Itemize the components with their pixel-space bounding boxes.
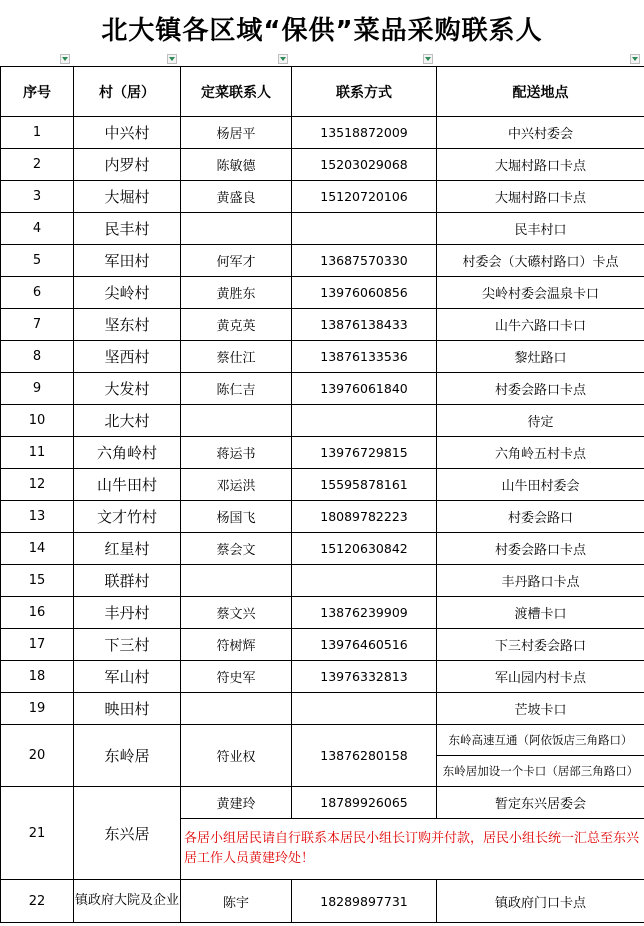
- delivery-location: 下三村委会路口: [437, 629, 644, 661]
- contact-name: 陈敏德: [181, 149, 292, 181]
- delivery-location: 民丰村口: [437, 213, 644, 245]
- table-row: [1, 437, 644, 469]
- table-row: [1, 213, 644, 245]
- village-name: 丰丹村: [74, 597, 181, 629]
- table-row: [1, 373, 644, 405]
- row-number: 13: [1, 501, 74, 533]
- row-number: 14: [1, 533, 74, 565]
- filter-dropdown-icon[interactable]: [167, 54, 177, 64]
- table-row: [1, 880, 644, 923]
- village-name: 民丰村: [74, 213, 181, 245]
- delivery-location: 山牛六路口卡口: [437, 309, 644, 341]
- table-row: [1, 501, 644, 533]
- col-header-contact: 定菜联系人: [181, 67, 292, 117]
- row-number: 1: [1, 117, 74, 149]
- phone-number: 13876138433: [292, 309, 437, 341]
- delivery-location: 东岭高速互通（阿依饭店三角路口）: [437, 725, 644, 756]
- village-name: 军田村: [74, 245, 181, 277]
- filter-dropdown-icon[interactable]: [278, 54, 288, 64]
- contact-name: 杨国飞: [181, 501, 292, 533]
- delivery-location: 尖岭村委会温泉卡口: [437, 277, 644, 309]
- table-row: [1, 277, 644, 309]
- phone-number: [292, 693, 437, 725]
- row-number: 2: [1, 149, 74, 181]
- row-number: 17: [1, 629, 74, 661]
- phone-number: 13687570330: [292, 245, 437, 277]
- contact-table: [0, 66, 644, 923]
- row-number: 16: [1, 597, 74, 629]
- contact-name: 蔡文兴: [181, 597, 292, 629]
- village-name: 坚西村: [74, 341, 181, 373]
- page-title: 北大镇各区域“保供”菜品采购联系人: [101, 16, 543, 46]
- contact-name: 符树辉: [181, 629, 292, 661]
- village-name: 东兴居: [74, 787, 181, 880]
- contact-name: 杨居平: [181, 117, 292, 149]
- delivery-location: 暂定东兴居委会: [437, 787, 644, 819]
- phone-number: 13976060856: [292, 277, 437, 309]
- table-row: [1, 341, 644, 373]
- delivery-location: 丰丹路口卡点: [437, 565, 644, 597]
- contact-name: 何军才: [181, 245, 292, 277]
- village-name: 尖岭村: [74, 277, 181, 309]
- contact-name: 陈仁吉: [181, 373, 292, 405]
- table-row: [1, 533, 644, 565]
- row-number: 15: [1, 565, 74, 597]
- contact-name: [181, 405, 292, 437]
- delivery-location: 渡槽卡口: [437, 597, 644, 629]
- village-name: 中兴村: [74, 117, 181, 149]
- delivery-location: 村委会路口卡点: [437, 373, 644, 405]
- phone-number: 13976460516: [292, 629, 437, 661]
- village-name: 东岭居: [74, 725, 181, 787]
- table-row: [1, 181, 644, 213]
- order-note: 各居小组居民请自行联系本居民小组长订购并付款，居民小组长统一汇总至东兴居工作人员黄建玲处！: [181, 819, 644, 880]
- contact-name: 黄盛良: [181, 181, 292, 213]
- delivery-location: 村委会路口卡点: [437, 533, 644, 565]
- village-name: 大堀村: [74, 181, 181, 213]
- phone-number: 13518872009: [292, 117, 437, 149]
- filter-dropdown-icon[interactable]: [630, 54, 640, 64]
- filter-dropdown-icon[interactable]: [423, 54, 433, 64]
- phone-number: [292, 213, 437, 245]
- phone-number: 15120630842: [292, 533, 437, 565]
- contact-name: 蔡仕江: [181, 341, 292, 373]
- header-row: [1, 67, 644, 117]
- col-header-village: 村（居）: [74, 67, 181, 117]
- contact-name: 黄胜东: [181, 277, 292, 309]
- village-name: 内罗村: [74, 149, 181, 181]
- phone-number: [292, 405, 437, 437]
- table-row: [1, 117, 644, 149]
- delivery-location: 大堀村路口卡点: [437, 181, 644, 213]
- table-row: [1, 149, 644, 181]
- village-name: 北大村: [74, 405, 181, 437]
- row-number: 11: [1, 437, 74, 469]
- phone-number: 15120720106: [292, 181, 437, 213]
- contact-name: 蒋运书: [181, 437, 292, 469]
- contact-name: 黄克英: [181, 309, 292, 341]
- phone-number: 13876239909: [292, 597, 437, 629]
- phone-number: 13876133536: [292, 341, 437, 373]
- contact-name: 黄建玲: [181, 787, 292, 819]
- delivery-location: 军山园内村卡点: [437, 661, 644, 693]
- col-header-phone: 联系方式: [292, 67, 437, 117]
- village-name: 镇政府大院及企业: [74, 880, 181, 923]
- contact-name: [181, 693, 292, 725]
- contact-name: 陈宇: [181, 880, 292, 923]
- row-number: 6: [1, 277, 74, 309]
- table-row: [1, 661, 644, 693]
- phone-number: 13876280158: [292, 725, 437, 787]
- contact-name: 符史军: [181, 661, 292, 693]
- phone-number: 13976332813: [292, 661, 437, 693]
- contact-name: 符业权: [181, 725, 292, 787]
- village-name: 映田村: [74, 693, 181, 725]
- table-row: [1, 693, 644, 725]
- delivery-location: 东岭居加设一个卡口（居部三角路口）: [437, 756, 644, 787]
- row-number: 18: [1, 661, 74, 693]
- table-row: [1, 469, 644, 501]
- delivery-location: 镇政府门口卡点: [437, 880, 644, 923]
- delivery-location: 村委会路口: [437, 501, 644, 533]
- table-row: [1, 787, 644, 819]
- phone-number: 18789926065: [292, 787, 437, 819]
- row-number: 4: [1, 213, 74, 245]
- row-number: 19: [1, 693, 74, 725]
- filter-dropdown-icon[interactable]: [60, 54, 70, 64]
- table-row: [1, 309, 644, 341]
- phone-number: 15595878161: [292, 469, 437, 501]
- village-name: 六角岭村: [74, 437, 181, 469]
- table-row: [1, 565, 644, 597]
- row-number: 8: [1, 341, 74, 373]
- delivery-location: 六角岭五村卡点: [437, 437, 644, 469]
- row-number: 22: [1, 880, 74, 923]
- contact-name: 邓运洪: [181, 469, 292, 501]
- row-number: 20: [1, 725, 74, 787]
- village-name: 坚东村: [74, 309, 181, 341]
- phone-number: 15203029068: [292, 149, 437, 181]
- col-header-no: 序号: [1, 67, 74, 117]
- col-header-location: 配送地点: [437, 67, 644, 117]
- contact-name: [181, 565, 292, 597]
- contact-name: [181, 213, 292, 245]
- phone-number: 18289897731: [292, 880, 437, 923]
- phone-number: 18089782223: [292, 501, 437, 533]
- delivery-location: 芒坡卡口: [437, 693, 644, 725]
- table-row: [1, 725, 644, 756]
- row-number: 7: [1, 309, 74, 341]
- village-name: 大发村: [74, 373, 181, 405]
- table-row: [1, 245, 644, 277]
- delivery-location: 待定: [437, 405, 644, 437]
- table-row: [1, 629, 644, 661]
- delivery-location: 中兴村委会: [437, 117, 644, 149]
- row-number: 12: [1, 469, 74, 501]
- row-number: 21: [1, 787, 74, 880]
- village-name: 山牛田村: [74, 469, 181, 501]
- village-name: 红星村: [74, 533, 181, 565]
- delivery-location: 山牛田村委会: [437, 469, 644, 501]
- table-row: [1, 405, 644, 437]
- phone-number: 13976729815: [292, 437, 437, 469]
- table-row: [1, 597, 644, 629]
- village-name: 联群村: [74, 565, 181, 597]
- village-name: 军山村: [74, 661, 181, 693]
- phone-number: 13976061840: [292, 373, 437, 405]
- village-name: 下三村: [74, 629, 181, 661]
- row-number: 9: [1, 373, 74, 405]
- row-number: 5: [1, 245, 74, 277]
- phone-number: [292, 565, 437, 597]
- row-number: 10: [1, 405, 74, 437]
- delivery-location: 大堀村路口卡点: [437, 149, 644, 181]
- contact-name: 蔡会文: [181, 533, 292, 565]
- row-number: 3: [1, 181, 74, 213]
- delivery-location: 黎灶路口: [437, 341, 644, 373]
- village-name: 文才竹村: [74, 501, 181, 533]
- delivery-location: 村委会（大礤村路口）卡点: [437, 245, 644, 277]
